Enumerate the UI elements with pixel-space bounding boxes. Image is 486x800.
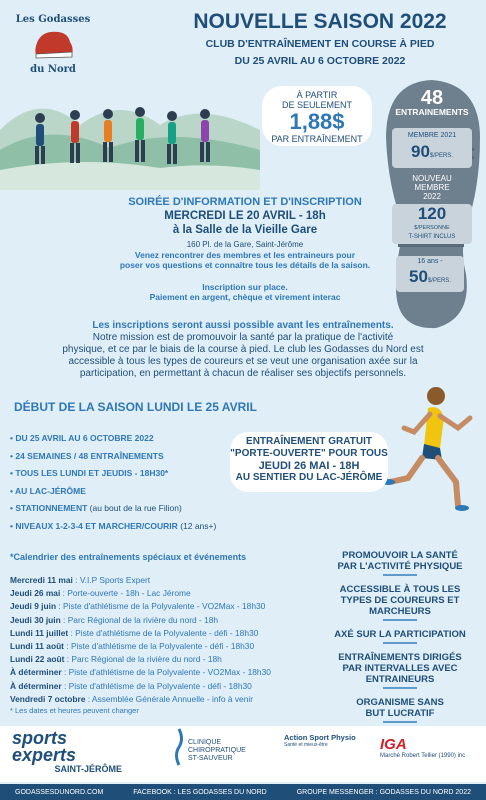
sports-experts-logo — [12, 730, 162, 774]
value-item — [316, 629, 484, 652]
list-item-extra: (12 ans+) — [180, 520, 217, 531]
free-training-text — [225, 436, 393, 484]
mission-line: accessible à tous les types de coureurs et se veut une organisation axée sur la — [68, 356, 418, 367]
value-line: PAR L'ACTIVITÉ PHYSIQUE — [337, 561, 463, 572]
list-item: • NIVEAUX 1-2-3-4 ET MARCHER/COURIR (12 ans+) — [10, 520, 217, 531]
value-item — [316, 652, 484, 697]
registration-info — [100, 282, 390, 302]
value-line: PROMOUVOIR LA SANTÉ — [342, 550, 458, 561]
mission-line: participation, en permettant à chacun de réaliser ses objectifs personnels. — [79, 368, 407, 379]
club-subtitle: CLUB D'ENTRAÎNEMENT EN COURSE À PIED — [205, 38, 435, 50]
calendar-text: : Piste d'athlétisme de la Polyvalente - défi - 18h30 — [63, 641, 255, 652]
calendar-row — [10, 680, 330, 693]
list-item: • 24 SEMAINES / 48 ENTRAÎNEMENTS — [10, 450, 164, 461]
sponsor-text: SAINT-JÉRÔME — [54, 764, 122, 774]
info-evening-date: MERCREDI LE 20 AVRIL - 18h — [164, 210, 326, 222]
mission-line: Les inscriptions seront aussi possible avant les entraînements. — [92, 320, 394, 331]
registration-line: Paiement en argent, chèque et virement interac — [149, 292, 341, 302]
calendar-note: * Les dates et heures peuvent changer — [10, 706, 139, 715]
calendar-row — [10, 693, 330, 706]
list-item-text: DU 25 AVRIL AU 6 OCTOBRE 2022 — [15, 433, 154, 443]
list-item: • TOUS LES LUNDI ET JEUDIS - 18H30* — [10, 468, 169, 478]
mission-paragraph — [14, 320, 472, 380]
calendar-row — [10, 574, 330, 587]
value-line: ACCESSIBLE À TOUS LES — [339, 584, 461, 595]
mission-line: physique, et ce par le biais de la course à pied. Le club les Godasses du Nord est — [62, 344, 424, 355]
value-line: MARCHEURS — [369, 606, 431, 617]
value-line: AXÉ SUR LA PARTICIPATION — [334, 629, 466, 640]
footer-bar — [0, 784, 486, 800]
calendar-text: : Piste d'athlétisme de la Polyvalente - défi - 18h30 — [61, 680, 252, 691]
club-values — [316, 550, 484, 731]
calendar-date: Lundi 11 juillet — [10, 627, 69, 638]
list-item-extra: (au bout de la rue Filion) — [89, 503, 182, 513]
footer-website-link[interactable]: GODASSESDUNORD.COM — [15, 788, 104, 796]
calendar-row — [10, 627, 330, 640]
calendar-row — [10, 666, 330, 679]
calendar-date: Jeudi 26 mai — [10, 588, 61, 599]
calendar-text: : Piste d'athlétisme de la Polyvalente - VO2Max - 18h30 — [56, 601, 266, 612]
info-evening-place: à la Salle de la Vieille Gare — [172, 224, 318, 236]
footer-messenger-link[interactable]: GROUPE MESSENGER : GODASSES DU NORD 2022 — [296, 788, 471, 796]
youth-price: 50 — [409, 267, 428, 286]
value-line: ENTRAÎNEMENTS DIRIGÉS — [338, 652, 462, 663]
value-line: TYPES DE COUREURS ET — [340, 595, 460, 606]
value-line: BUT LUCRATIF — [365, 708, 435, 719]
calendar-row — [10, 640, 330, 653]
new-member-unit: $/PERSONNE — [414, 225, 450, 231]
calendar-row — [10, 587, 330, 600]
logo-bottom-text: du Nord — [30, 64, 76, 75]
desc-line: poser vos questions et connaître tous les détails de la saison. — [119, 260, 371, 270]
logo-top-text: Les Godasses — [15, 14, 91, 25]
free-training-line: AU SENTIER DU LAC-JÉRÔME — [235, 472, 383, 483]
registration-line: Inscription sur place. — [202, 282, 288, 292]
value-line: ORGANISME SANS — [356, 697, 444, 708]
calendar-text: : Porte-ouverte - 18h - Lac Jérome — [60, 588, 191, 599]
desc-line: Venez rencontrer des membres et les entraineurs pour — [134, 250, 356, 260]
free-training-line: "PORTE-OUVERTE" POUR TOUS — [230, 448, 388, 459]
calendar-text: : Assemblée Générale Annuelle - info à venir — [85, 693, 254, 704]
footer-facebook-link[interactable]: FACEBOOK : LES GODASSES DU NORD — [133, 788, 267, 796]
info-evening-title: SOIRÉE D'INFORMATION ET D'INSCRIPTION — [128, 196, 362, 208]
calendar-text: : Parc Régional de la rivière du nord - 18h — [64, 654, 222, 665]
value-item — [316, 584, 484, 629]
new-member-label3: 2022 — [423, 192, 441, 201]
calendar-list — [10, 574, 330, 706]
calendar-text: : Piste d'athlétisme de la Polyvalente - défi - 18h30 — [68, 627, 259, 638]
list-item: • AU LAC-JÉRÔME — [10, 485, 86, 496]
new-member-price: 120 — [417, 204, 447, 223]
member2021-price: 90 — [411, 142, 430, 161]
list-item-text: STATIONNEMENT — [15, 503, 88, 513]
free-training-line: JEUDI 26 MAI - 18H — [258, 460, 360, 472]
calendar-text: : Piste d'athlétisme de la Polyvalente - VO2Max - 18h30 — [61, 667, 271, 678]
price-line2: DE SEULEMENT — [281, 100, 352, 110]
calendar-date: À déterminer — [10, 667, 62, 678]
calendar-date: Jeudi 30 juin — [10, 614, 61, 625]
calendar-row — [10, 600, 330, 613]
list-item: • STATIONNEMENT (au bout de la rue Filion) — [10, 503, 182, 513]
chiropractic-logo — [172, 727, 272, 763]
training-count: 48 — [420, 87, 444, 109]
value-item — [316, 550, 484, 584]
club-logo — [14, 6, 92, 76]
sponsor-text: Action Sport Physio — [284, 733, 356, 742]
sponsor-text: sports — [12, 728, 68, 748]
action-sport-physio-logo — [284, 733, 376, 748]
spine-icon — [172, 727, 186, 767]
training-count-label: ENTRAINEMENTS — [395, 107, 469, 117]
new-member-label2: MEMBRE — [414, 183, 450, 192]
value-line: PAR INTERVALLES AVEC — [342, 663, 458, 674]
iga-logo — [380, 736, 480, 759]
list-item-text: AU LAC-JÉRÔME — [15, 485, 86, 496]
calendar-row — [10, 653, 330, 666]
member2021-label: MEMBRE 2021 — [407, 132, 457, 139]
price-amount: 1,88$ — [289, 109, 345, 134]
calendar-row — [10, 614, 330, 627]
price-bubble — [262, 86, 372, 146]
tshirt-note: T-SHIRT INCLUS — [408, 234, 456, 240]
calendar-date: Mercredi 11 mai — [10, 575, 73, 585]
list-item-text: TOUS LES LUNDI ET JEUDIS - 18H30* — [15, 468, 169, 478]
calendar-date: Lundi 22 août — [10, 654, 65, 665]
calendar-text: : V.I.P Sports Expert — [72, 575, 151, 585]
list-item-text: NIVEAUX 1-2-3-4 ET MARCHER/COURIR — [15, 520, 178, 531]
sponsor-text: Marché Robert Tellier (1990) inc — [380, 753, 466, 759]
member2021-unit: $/PERS. — [429, 153, 453, 159]
new-member-label1: NOUVEAU — [412, 174, 452, 183]
calendar-date: Vendredi 7 octobre — [10, 693, 86, 704]
sponsor-text: Santé et mieux-être — [284, 742, 328, 748]
info-evening-address: 160 Pl. de la Gare, Saint-Jérôme — [186, 240, 304, 249]
list-item: • DU 25 AVRIL AU 6 OCTOBRE 2022 — [10, 433, 154, 443]
calendar-date: Lundi 11 août — [10, 641, 64, 652]
runners-illustration — [0, 70, 260, 190]
youth-unit: $/PERS. — [427, 278, 451, 284]
mission-line: Notre mission est de promouvoir la santé par la pratique de l'activité — [92, 332, 394, 343]
page-title: NOUVELLE SAISON 2022 — [193, 10, 447, 33]
calendar-date: À déterminer — [10, 680, 62, 691]
sponsor-text: ST-SAUVEUR — [188, 755, 233, 762]
sponsor-text: experts — [12, 745, 77, 765]
youth-label: 16 ans - — [417, 258, 443, 265]
runner-illustration — [378, 378, 482, 518]
info-evening-description — [100, 250, 390, 270]
sponsor-text: IGA — [380, 736, 407, 753]
calendar-text: : Parc Régional de la rivière du nord - 18h — [60, 614, 219, 625]
value-line: ENTRAINEURS — [365, 674, 435, 685]
season-dates: DU 25 AVRIL AU 6 OCTOBRE 2022 — [234, 55, 406, 67]
calendar-date: Jeudi 9 juin — [10, 601, 57, 612]
calendar-title: *Calendrier des entraînements spéciaux et événements — [10, 552, 247, 562]
season-info-list — [10, 430, 220, 535]
sponsor-text: CLINIQUE CHIROPRATIQUE — [188, 739, 246, 754]
price-line1: À PARTIR — [296, 90, 338, 100]
free-training-line: ENTRAÎNEMENT GRATUIT — [246, 436, 372, 447]
list-item-text: 24 SEMAINES / 48 ENTRAÎNEMENTS — [15, 450, 164, 461]
price-line3: PAR ENTRAÎNEMENT — [271, 134, 363, 144]
season-start-heading: DÉBUT DE LA SAISON LUNDI LE 25 AVRIL — [14, 400, 257, 414]
